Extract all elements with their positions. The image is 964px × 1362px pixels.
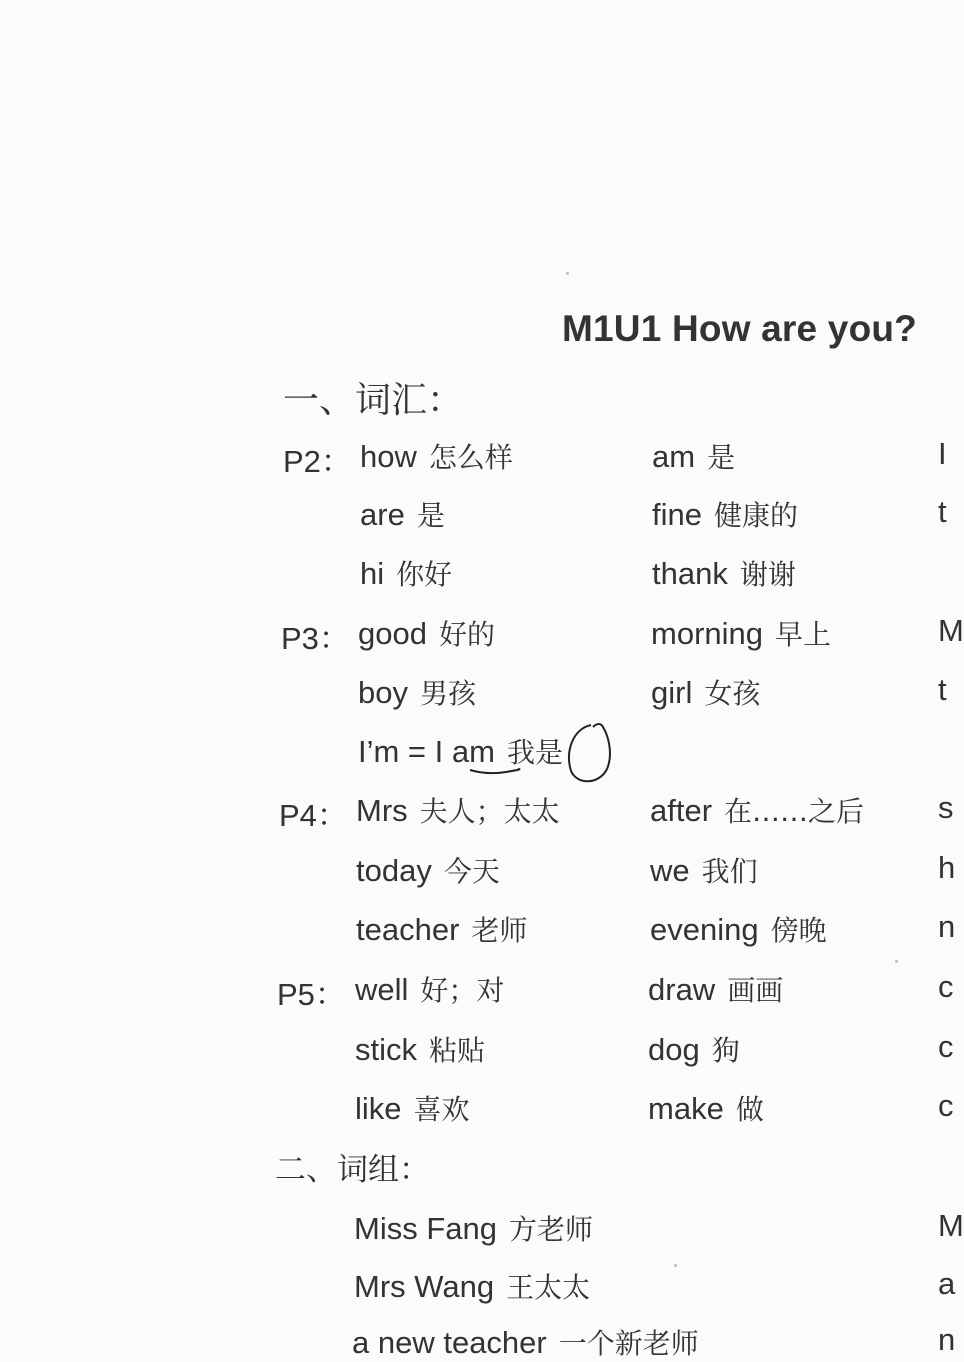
vocab-chinese: 老师 — [471, 914, 528, 947]
vocab-english: evening — [650, 912, 759, 947]
vocab-chinese: 女孩 — [704, 677, 761, 710]
vocab-entry-clipped: t — [938, 494, 947, 529]
vocab-english: fine — [652, 497, 702, 532]
vocab-entry — [358, 672, 476, 712]
vocab-english: are — [360, 497, 405, 532]
vocab-entry — [652, 553, 796, 593]
vocab-chinese: 狗 — [711, 1034, 740, 1067]
vocab-english: am — [652, 439, 696, 474]
phrase-chinese: 一个新老师 — [558, 1327, 699, 1360]
vocab-chinese: 早上 — [775, 618, 832, 651]
phrase-entry — [354, 1266, 590, 1306]
vocab-entry — [650, 850, 758, 890]
vocab-entry — [648, 1088, 764, 1128]
vocab-entry — [356, 909, 527, 949]
page-label: P3： — [281, 621, 350, 656]
vocab-entry — [356, 790, 560, 830]
vocab-chinese: 是 — [707, 441, 736, 474]
phrase-entry-clipped: a — [938, 1266, 956, 1301]
vocab-english: dog — [648, 1032, 700, 1067]
vocab-chinese: 好；对 — [420, 974, 505, 1007]
vocab-chinese: 男孩 — [419, 677, 476, 710]
vocab-chinese: 喜欢 — [413, 1093, 470, 1126]
vocab-entry — [651, 613, 831, 653]
vocab-entry — [355, 1088, 470, 1128]
vocab-entry-clipped: h — [938, 850, 956, 885]
vocab-chinese: 在……之后 — [724, 795, 865, 828]
vocab-english: good — [358, 616, 427, 651]
phrase-entry — [354, 1208, 593, 1248]
vocab-english: Mrs — [356, 793, 408, 828]
phrase-chinese: 方老师 — [508, 1213, 593, 1246]
vocab-chinese: 我们 — [701, 855, 758, 888]
vocab-chinese: 傍晚 — [770, 914, 827, 947]
vocab-entry-clipped: c — [938, 1029, 954, 1064]
vocab-entry — [648, 1029, 740, 1069]
scan-speck — [895, 960, 898, 963]
phrase-entry-clipped: M — [938, 1208, 964, 1243]
scan-speck — [674, 1264, 677, 1267]
page-title: M1U1 How are you? — [562, 308, 917, 349]
vocab-english: girl — [651, 675, 693, 710]
vocab-english: draw — [648, 972, 716, 1007]
vocab-entry — [355, 969, 504, 1009]
phrase-entry — [352, 1322, 699, 1362]
vocab-entry — [358, 731, 563, 771]
vocab-english: how — [360, 439, 417, 474]
vocab-english: boy — [358, 675, 408, 710]
section-heading-phrases: 二、词组： — [275, 1152, 430, 1188]
vocab-entry — [358, 613, 495, 653]
phrase-english: a new teacher — [352, 1325, 547, 1360]
vocab-chinese: 粘贴 — [429, 1034, 486, 1067]
vocab-entry — [651, 672, 760, 712]
vocab-english: I’m = I am — [358, 734, 495, 769]
vocab-english: after — [650, 793, 713, 828]
page-label: P2： — [283, 444, 352, 479]
vocab-entry — [360, 553, 452, 593]
vocab-chinese: 做 — [735, 1093, 764, 1126]
vocab-english: well — [355, 972, 409, 1007]
vocab-chinese: 今天 — [443, 855, 500, 888]
vocab-entry-clipped: n — [938, 909, 956, 944]
vocab-entry-clipped: t — [938, 672, 947, 707]
phrase-chinese: 王太太 — [506, 1271, 591, 1304]
vocab-entry — [360, 436, 513, 476]
vocab-english: make — [648, 1091, 724, 1126]
vocab-entry-clipped: I — [938, 436, 947, 471]
vocab-entry-clipped: c — [938, 969, 954, 1004]
vocab-english: hi — [360, 556, 385, 591]
vocab-chinese: 你好 — [396, 558, 453, 591]
handwritten-underline-mark — [468, 766, 520, 776]
vocab-english: today — [356, 853, 432, 888]
vocab-chinese: 怎么样 — [428, 441, 513, 474]
scan-speck — [566, 272, 569, 275]
section-heading-vocabulary: 一、词汇： — [283, 380, 464, 421]
phrase-english: Mrs Wang — [354, 1269, 495, 1304]
vocab-entry — [648, 969, 783, 1009]
vocab-entry-clipped: s — [938, 790, 954, 825]
vocab-chinese: 我是 — [506, 736, 563, 769]
vocab-chinese: 是 — [416, 499, 445, 532]
vocab-entry — [652, 494, 798, 534]
page-label: P5： — [277, 977, 346, 1012]
vocab-chinese: 好的 — [438, 618, 495, 651]
vocab-english: we — [650, 853, 690, 888]
vocab-entry — [355, 1029, 485, 1069]
vocab-entry — [652, 436, 735, 476]
vocab-english: morning — [651, 616, 763, 651]
vocab-chinese: 夫人；太太 — [419, 795, 560, 828]
vocab-english: thank — [652, 556, 728, 591]
vocab-chinese: 谢谢 — [739, 558, 796, 591]
handwritten-circle-mark — [563, 721, 615, 787]
vocab-chinese: 健康的 — [713, 499, 798, 532]
vocab-entry-clipped: M — [938, 613, 964, 648]
vocab-english: stick — [355, 1032, 417, 1067]
vocab-entry — [650, 909, 827, 949]
vocab-chinese: 画画 — [727, 974, 784, 1007]
vocab-entry — [356, 850, 500, 890]
vocab-english: like — [355, 1091, 402, 1126]
vocab-entry — [360, 494, 445, 534]
vocab-english: teacher — [356, 912, 460, 947]
vocab-entry-clipped: c — [938, 1088, 954, 1123]
phrase-english: Miss Fang — [354, 1211, 497, 1246]
page-label: P4： — [279, 798, 348, 833]
phrase-entry-clipped: n — [938, 1322, 956, 1357]
vocab-entry — [650, 790, 864, 830]
